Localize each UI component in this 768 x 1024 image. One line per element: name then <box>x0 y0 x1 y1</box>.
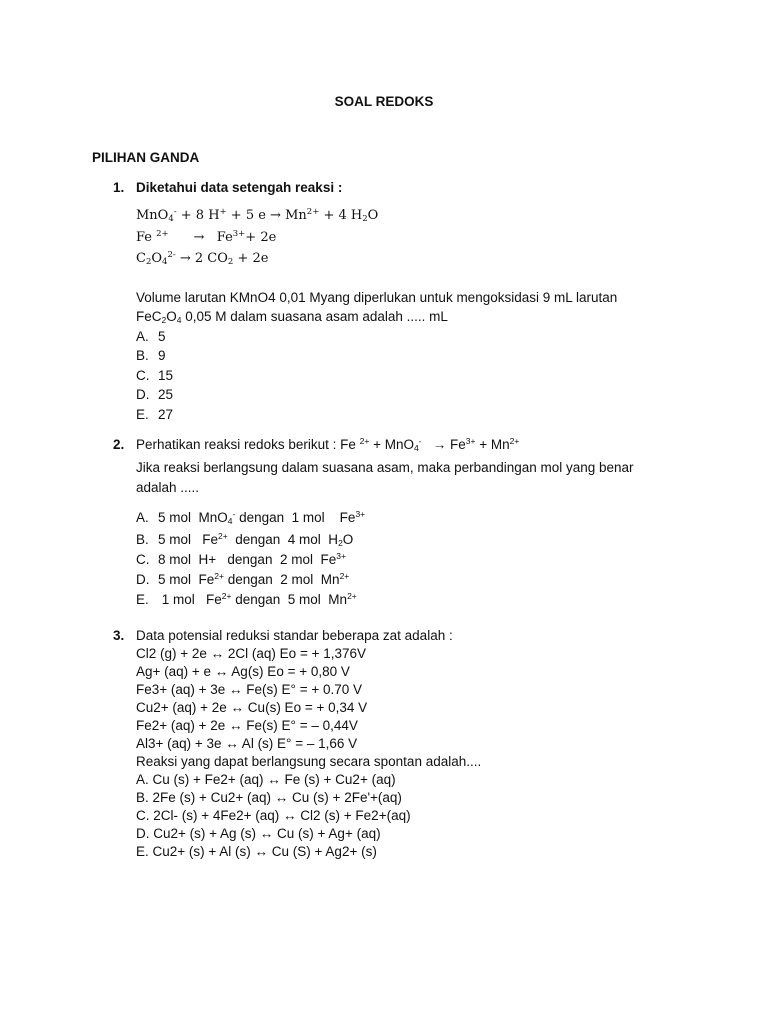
question-3-number: 3. <box>113 628 125 643</box>
question-1-option-b[interactable]: B. 9 <box>136 348 166 363</box>
document-title: SOAL REDOKS <box>334 94 434 109</box>
question-2-stem: Perhatikan reaksi redoks berikut : Fe $^{2+} + MnO_4^- \to Fe^{3+} + Mn^{2+}$ <box>136 436 520 453</box>
question-2-option-c[interactable]: C. 8 mol H+ dengan 2 mol $Fe^{3+}$ <box>136 551 346 567</box>
question-2-option-a[interactable]: A. 5 mol MnO$_4$- dengan 1 mol $Fe^{3+}$ <box>136 509 366 526</box>
question-1-option-a[interactable]: A. 5 <box>136 329 166 344</box>
question-1-option-e[interactable]: E. 27 <box>136 407 174 422</box>
question-3-option-c[interactable]: C. 2Cl- (s) + 4Fe2+ (aq) ↔ Cl2 (s) + Fe2+(aq) <box>136 808 411 823</box>
half-reaction-2: Fe $^{2+}$ → $Fe^{3+}+ 2e$ <box>136 229 277 245</box>
question-2-option-b[interactable]: B. 5 mol $Fe^{2+}$ dengan 4 mol $H_2O$ <box>136 531 354 548</box>
question-1-stem-line-2: $FeC_2O_4$ 0,05 M dalam suasana asam adalah ..... mL <box>136 309 448 325</box>
half-reaction-3: $C_2O_4^{2-} \to 2$ $CO_2 + 2e$ <box>136 250 269 267</box>
question-1-number: 1. <box>113 180 125 195</box>
potential-line-cl2: Cl2 (g) + 2e ↔ 2Cl (aq) Eo = + 1,376V <box>136 646 366 661</box>
question-2-line-3: adalah ..... <box>136 480 200 495</box>
section-heading: PILIHAN GANDA <box>92 150 200 165</box>
question-3-intro: Data potensial reduksi standar beberapa zat adalah : <box>136 628 453 643</box>
question-2-option-e[interactable]: E. 1 mol $Fe^{2+}$ dengan 5 mol $Mn^{2+}$ <box>136 591 357 607</box>
question-2-line-2: Jika reaksi berlangsung dalam suasana asam, maka perbandingan mol yang benar <box>136 460 634 475</box>
question-1-option-d[interactable]: D. 25 <box>136 387 174 402</box>
potential-line-cu2: Cu2+ (aq) + 2e ↔ Cu(s) Eo = + 0,34 V <box>136 700 368 715</box>
half-reaction-1: MnO$_4$- + 8 H+ + 5 $e \to Mn^{2+} + 4$ $H_2O$ <box>136 207 379 224</box>
question-1-intro: Diketahui data setengah reaksi : <box>136 180 343 195</box>
question-3-option-a[interactable]: A. Cu (s) + Fe2+ (aq) ↔ Fe (s) + Cu2+ (aq) <box>136 772 396 787</box>
question-1-option-c[interactable]: C. 15 <box>136 368 174 383</box>
potential-line-fe3: Fe3+ (aq) + 3e ↔ Fe(s) E° = + 0.70 V <box>136 682 363 697</box>
potential-line-fe2: Fe2+ (aq) + 2e ↔ Fe(s) E° = – 0,44V <box>136 718 358 733</box>
question-2-number: 2. <box>113 437 125 452</box>
question-3-option-d[interactable]: D. Cu2+ (s) + Ag (s) ↔ Cu (s) + Ag+ (aq) <box>136 826 381 841</box>
potential-line-ag: Ag+ (aq) + e ↔ Ag(s) Eo = + 0,80 V <box>136 664 350 679</box>
question-1-stem-line-1: Volume larutan KMnO4 0,01 Myang diperlukan untuk mengoksidasi 9 mL larutan <box>136 290 618 305</box>
question-3-prompt: Reaksi yang dapat berlangsung secara spontan adalah.... <box>136 754 482 769</box>
potential-line-al3: Al3+ (aq) + 3e ↔ Al (s) E° = – 1,66 V <box>136 736 358 751</box>
question-3-option-b[interactable]: B. 2Fe (s) + Cu2+ (aq) ↔ Cu (s) + 2Fe'+(aq) <box>136 790 402 805</box>
question-3-option-e[interactable]: E. Cu2+ (s) + Al (s) ↔ Cu (S) + Ag2+ (s) <box>136 844 377 859</box>
question-2-option-d[interactable]: D. 5 mol $Fe^{2+}$ dengan 2 mol $Mn^{2+}$ <box>136 571 350 587</box>
